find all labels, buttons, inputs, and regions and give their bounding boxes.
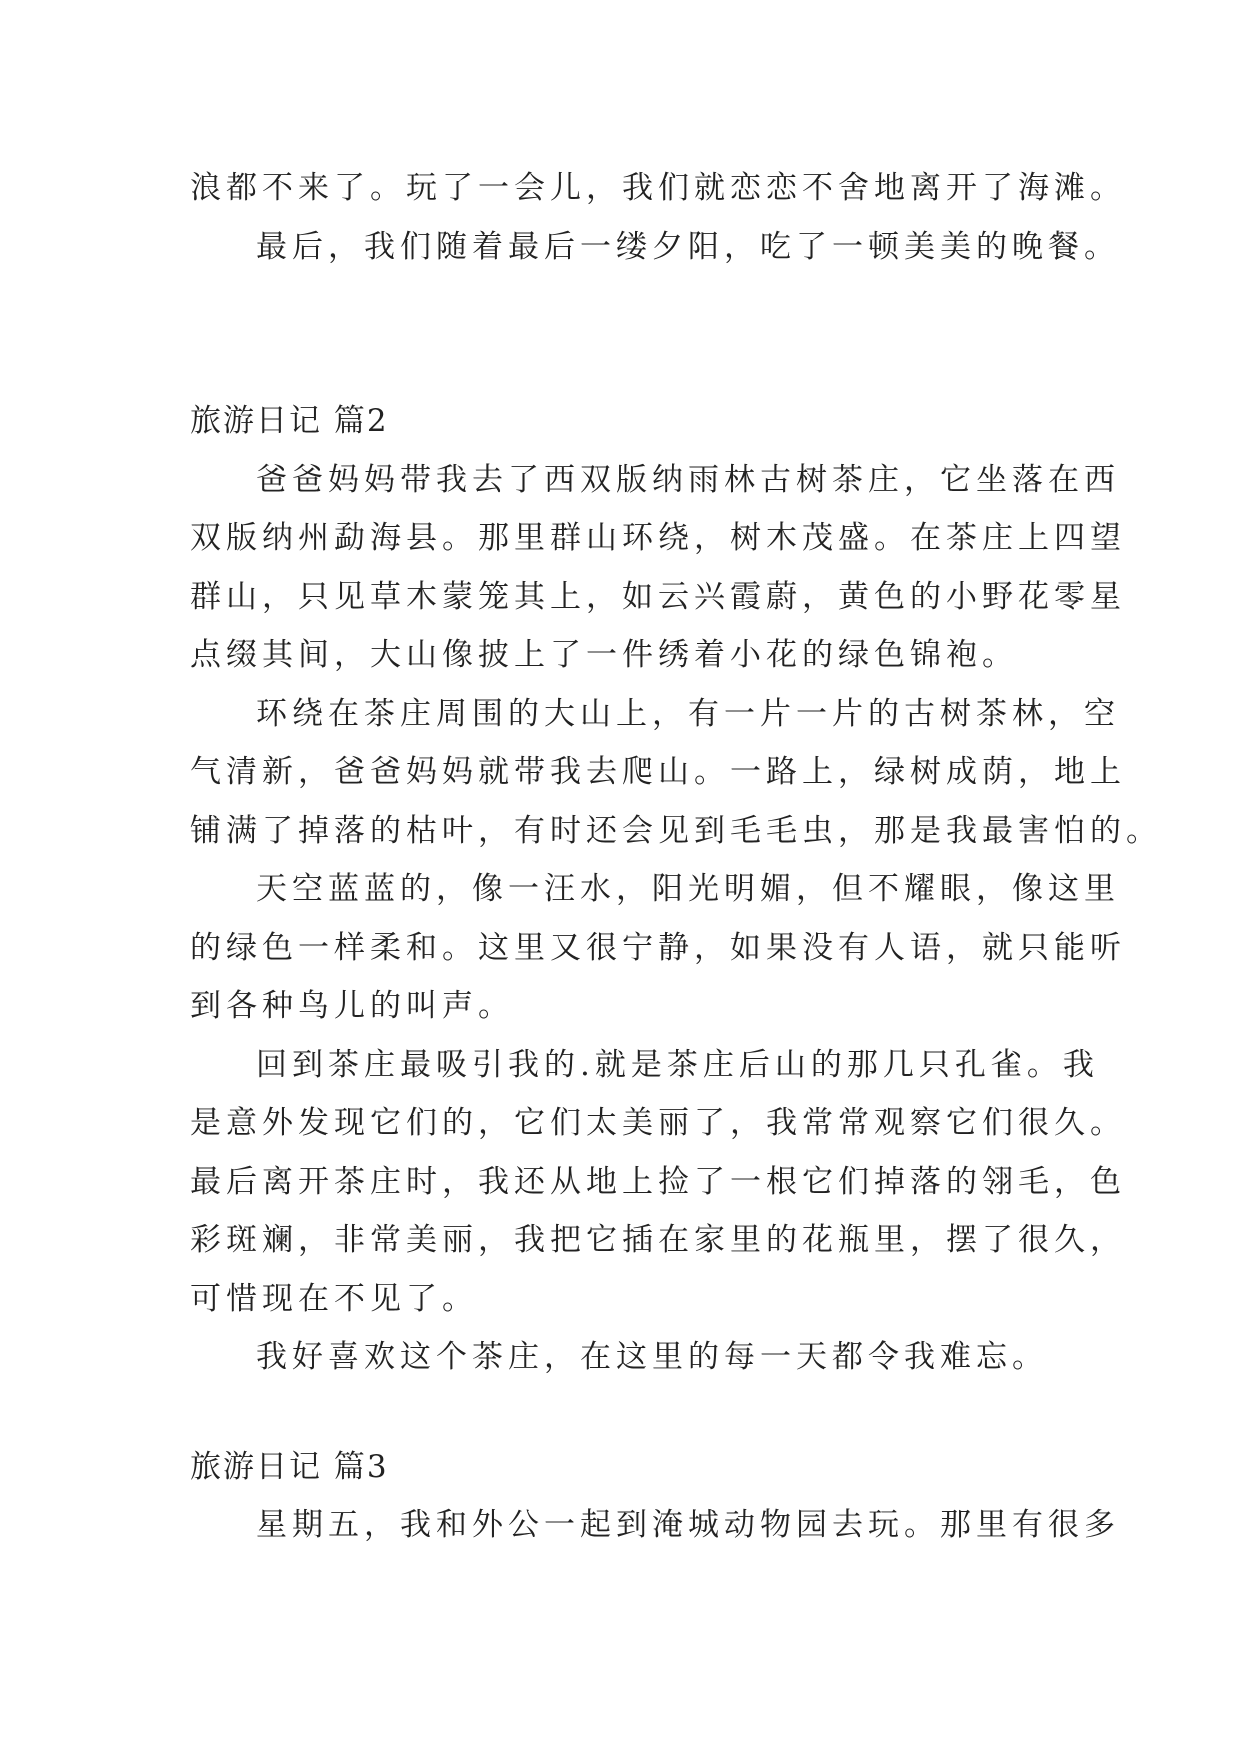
paragraph-line: 到各种鸟儿的叫声。	[190, 988, 514, 1024]
paragraph-line: 浪都不来了。玩了一会儿，我们就恋恋不舍地离开了海滩。	[190, 170, 1126, 206]
paragraph-line: 最后，我们随着最后一缕夕阳，吃了一顿美美的晚餐。	[256, 229, 1120, 265]
paragraph-line: 是意外发现它们的，它们太美丽了，我常常观察它们很久。	[190, 1105, 1126, 1141]
paragraph-line: 我好喜欢这个茶庄，在这里的每一天都令我难忘。	[256, 1339, 1048, 1375]
paragraph-line: 群山，只见草木蒙笼其上，如云兴霞蔚，黄色的小野花零星	[190, 579, 1126, 615]
paragraph-line: 彩斑斓，非常美丽，我把它插在家里的花瓶里，摆了很久，	[190, 1222, 1126, 1258]
paragraph-line: 星期五，我和外公一起到淹城动物园去玩。那里有很多	[256, 1507, 1120, 1543]
article-heading: 旅游日记 篇2	[190, 403, 389, 439]
paragraph-line: 点缀其间，大山像披上了一件绣着小花的绿色锦袍。	[190, 637, 1018, 673]
paragraph-line: 铺满了掉落的枯叶，有时还会见到毛毛虫，那是我最害怕的。	[190, 813, 1162, 849]
paragraph-line: 爸爸妈妈带我去了西双版纳雨林古树茶庄，它坐落在西	[256, 462, 1120, 498]
paragraph-line: 气清新，爸爸妈妈就带我去爬山。一路上，绿树成荫，地上	[190, 754, 1126, 790]
paragraph-line: 回到茶庄最吸引我的.就是茶庄后山的那几只孔雀。我	[256, 1047, 1099, 1083]
paragraph-line: 可惜现在不见了。	[190, 1281, 478, 1317]
paragraph-line: 的绿色一样柔和。这里又很宁静，如果没有人语，就只能听	[190, 930, 1126, 966]
paragraph-line: 天空蓝蓝的，像一汪水，阳光明媚，但不耀眼，像这里	[256, 871, 1120, 907]
article-heading: 旅游日记 篇3	[190, 1449, 389, 1485]
paragraph-line: 环绕在茶庄周围的大山上，有一片一片的古树茶林，空	[256, 696, 1120, 732]
paragraph-line: 双版纳州勐海县。那里群山环绕，树木茂盛。在茶庄上四望	[190, 520, 1126, 556]
paragraph-line: 最后离开茶庄时，我还从地上捡了一根它们掉落的翎毛，色	[190, 1164, 1126, 1200]
